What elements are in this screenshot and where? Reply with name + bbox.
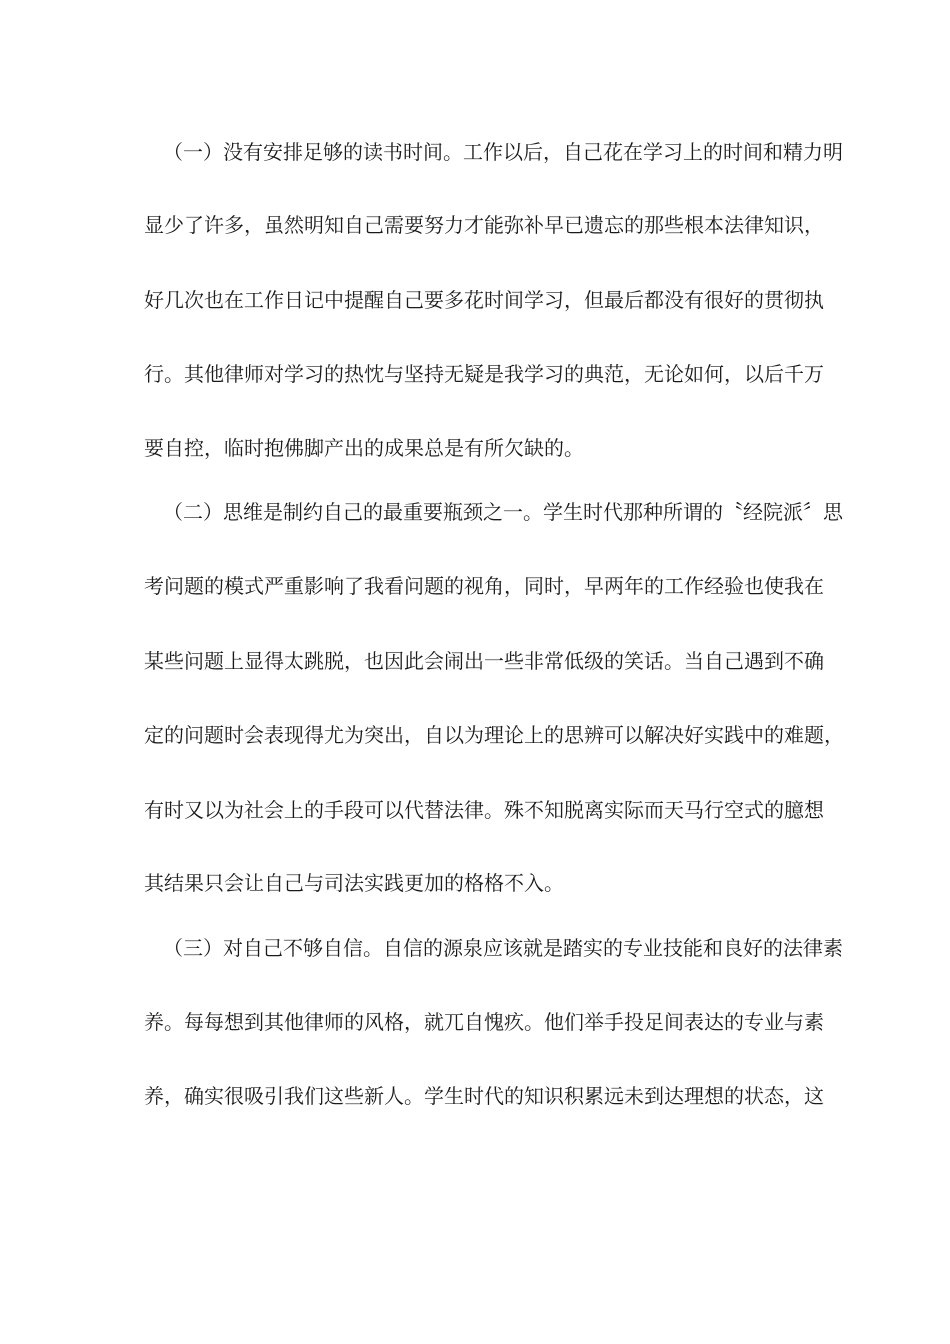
paragraph-2-line-1: （二）思维是制约自己的最重要瓶颈之一。学生时代那种所谓的〝经院派〞思 [163,500,843,524]
paragraph-2-line-6: 其结果只会让自己与司法实践更加的格格不入。 [144,871,564,895]
paragraph-2-line-5: 有时又以为社会上的手段可以代替法律。殊不知脱离实际而天马行空式的臆想 [144,798,824,822]
paragraph-1-line-2: 显少了许多，虽然明知自己需要努力才能弥补早已遗忘的那些根本法律知识， [144,213,824,237]
paragraph-3-line-1: （三）对自己不够自信。自信的源泉应该就是踏实的专业技能和良好的法律素 [163,936,843,960]
paragraph-2-line-4: 定的问题时会表现得尤为突出，自以为理论上的思辨可以解决好实践中的难题， [144,723,844,747]
paragraph-2-line-3: 某些问题上显得太跳脱，也因此会闹出一些非常低级的笑话。当自己遇到不确 [144,649,824,673]
paragraph-1-line-1: （一）没有安排足够的读书时间。工作以后，自己花在学习上的时间和精力明 [163,140,843,164]
paragraph-1-line-5: 要自控，临时抱佛脚产出的成果总是有所欠缺的。 [144,436,584,460]
paragraph-1-line-3: 好几次也在工作日记中提醒自己要多花时间学习，但最后都没有很好的贯彻执 [144,288,824,312]
paragraph-1-line-4: 行。其他律师对学习的热忱与坚持无疑是我学习的典范，无论如何，以后千万 [144,362,824,386]
paragraph-3-line-2: 养。每每想到其他律师的风格，就兀自愧疚。他们举手投足间表达的专业与素 [144,1010,824,1034]
paragraph-2-line-2: 考问题的模式严重影响了我看问题的视角，同时，早两年的工作经验也使我在 [144,574,824,598]
paragraph-3-line-3: 养，确实很吸引我们这些新人。学生时代的知识积累远未到达理想的状态，这 [144,1084,824,1108]
